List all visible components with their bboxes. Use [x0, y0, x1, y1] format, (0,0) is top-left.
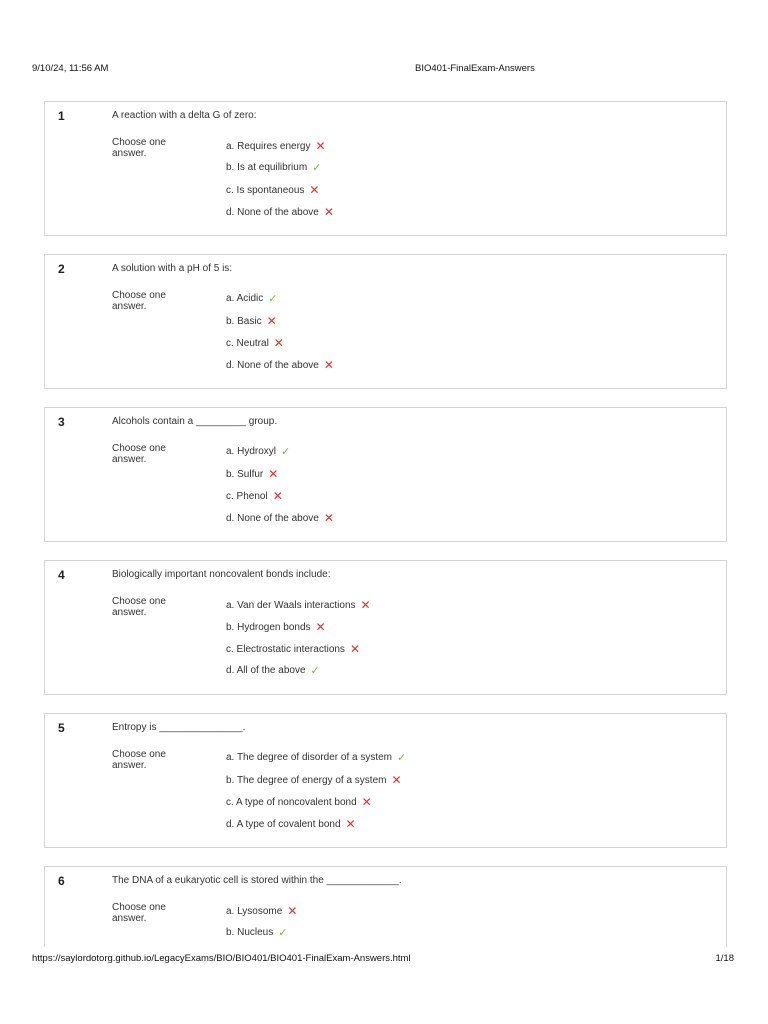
answer-option-label: b. Nucleus: [226, 927, 274, 938]
page-url: https://saylordotorg.github.io/LegacyExams/BIO/BIO401/BIO401-FinalExam-Answers.html: [32, 953, 411, 964]
answer-option-label: a. The degree of disorder of a system: [226, 752, 393, 763]
question-number: 6: [58, 874, 65, 888]
answer-option-label: d. None of the above: [226, 360, 319, 371]
question-text: The DNA of a eukaryotic cell is stored within the _____________.: [112, 875, 402, 886]
question-number: 4: [58, 568, 65, 582]
cross-icon: ✕: [345, 817, 356, 831]
answer-option-label: a. Acidic: [226, 293, 264, 304]
answer-option-label: c. Phenol: [226, 491, 268, 502]
answer-option[interactable]: [226, 161, 334, 183]
checkmark-icon: ✓: [312, 162, 322, 174]
answer-options: [226, 904, 297, 947]
cross-icon: ✕: [268, 467, 279, 481]
checkmark-icon: ✓: [268, 293, 278, 305]
question-text: Alcohols contain a _________ group.: [112, 416, 278, 427]
answer-option-label: b. Basic: [226, 316, 262, 327]
answer-prompt: Choose one answer.: [112, 902, 166, 924]
answer-option[interactable]: [226, 467, 334, 489]
question-text: A solution with a pH of 5 is:: [112, 263, 233, 274]
answer-option[interactable]: [226, 445, 334, 467]
answer-option[interactable]: [226, 336, 334, 358]
answer-option[interactable]: [226, 205, 334, 227]
checkmark-icon: ✓: [310, 665, 320, 677]
answer-options: [226, 598, 371, 686]
answer-option-label: a. Van der Waals interactions: [226, 600, 356, 611]
answer-option[interactable]: [226, 904, 297, 926]
answer-option-label: b. Hydrogen bonds: [226, 622, 311, 633]
cross-icon: ✕: [323, 205, 334, 219]
answer-option-label: b. Is at equilibrium: [226, 162, 308, 173]
answer-option-label: c. A type of noncovalent bond: [226, 797, 357, 808]
question-block: [44, 101, 727, 236]
checkmark-icon: ✓: [278, 927, 288, 939]
answer-option-label: c. Electrostatic interactions: [226, 644, 345, 655]
checkmark-icon: ✓: [281, 446, 291, 458]
answer-option[interactable]: [226, 795, 406, 817]
answer-option[interactable]: [226, 314, 334, 336]
answer-prompt: Choose one answer.: [112, 290, 166, 312]
answer-option[interactable]: [226, 511, 334, 533]
cross-icon: ✕: [323, 511, 334, 525]
question-text: Entropy is _______________.: [112, 722, 246, 733]
page-number: 1/18: [715, 953, 734, 964]
answer-options: [226, 139, 334, 227]
cross-icon: ✕: [287, 904, 298, 918]
question-number: 1: [58, 109, 65, 123]
print-header: [32, 63, 736, 77]
answer-option-label: a. Requires energy: [226, 141, 311, 152]
cross-icon: ✕: [309, 183, 320, 197]
answer-option-label: b. The degree of energy of a system: [226, 775, 387, 786]
cross-icon: ✕: [361, 795, 372, 809]
answer-option[interactable]: [226, 598, 371, 620]
answer-option[interactable]: [226, 642, 371, 664]
cross-icon: ✕: [360, 598, 371, 612]
question-text: Biologically important noncovalent bonds include:: [112, 569, 331, 580]
cross-icon: ✕: [323, 358, 334, 372]
answer-option-label: d. A type of covalent bond: [226, 819, 341, 830]
answer-options: [226, 292, 334, 380]
answer-option-label: a. Hydroxyl: [226, 446, 277, 457]
print-date: 9/10/24, 11:56 AM: [32, 63, 109, 74]
answer-options: [226, 445, 334, 533]
document-title: BIO401-FinalExam-Answers: [415, 63, 535, 74]
answer-option[interactable]: [226, 773, 406, 795]
answer-option[interactable]: [226, 183, 334, 205]
cross-icon: ✕: [266, 314, 277, 328]
answer-option-label: d. All of the above: [226, 665, 306, 676]
answer-option[interactable]: [226, 292, 334, 314]
question-block: [44, 254, 727, 389]
answer-option[interactable]: [226, 817, 406, 839]
question-block: [44, 407, 727, 542]
question-number: 5: [58, 721, 65, 735]
question-number: 2: [58, 262, 65, 276]
checkmark-icon: ✓: [397, 752, 407, 764]
cross-icon: ✕: [272, 489, 283, 503]
answer-prompt: Choose one answer.: [112, 443, 166, 465]
cross-icon: ✕: [391, 773, 402, 787]
print-footer: [32, 953, 736, 967]
cross-icon: ✕: [315, 139, 326, 153]
question-number: 3: [58, 415, 65, 429]
answer-option-label: d. None of the above: [226, 207, 319, 218]
answer-prompt: Choose one answer.: [112, 137, 166, 159]
answer-option[interactable]: [226, 926, 297, 947]
answer-option-label: b. Sulfur: [226, 469, 264, 480]
answer-option-label: c. Is spontaneous: [226, 185, 305, 196]
question-block: [44, 713, 727, 848]
answer-option-label: d. None of the above: [226, 513, 319, 524]
answer-option-label: c. Neutral: [226, 338, 269, 349]
answer-prompt: Choose one answer.: [112, 596, 166, 618]
answer-option[interactable]: [226, 358, 334, 380]
question-block: [44, 866, 727, 947]
cross-icon: ✕: [273, 336, 284, 350]
answer-prompt: Choose one answer.: [112, 749, 166, 771]
answer-option[interactable]: [226, 751, 406, 773]
answer-option[interactable]: [226, 664, 371, 686]
cross-icon: ✕: [315, 620, 326, 634]
question-text: A reaction with a delta G of zero:: [112, 110, 257, 121]
cross-icon: ✕: [349, 642, 360, 656]
answer-option[interactable]: [226, 620, 371, 642]
answer-option[interactable]: [226, 139, 334, 161]
answer-options: [226, 751, 406, 839]
answer-option-label: a. Lysosome: [226, 906, 283, 917]
question-list: [44, 101, 727, 947]
answer-option[interactable]: [226, 489, 334, 511]
question-block: [44, 560, 727, 695]
